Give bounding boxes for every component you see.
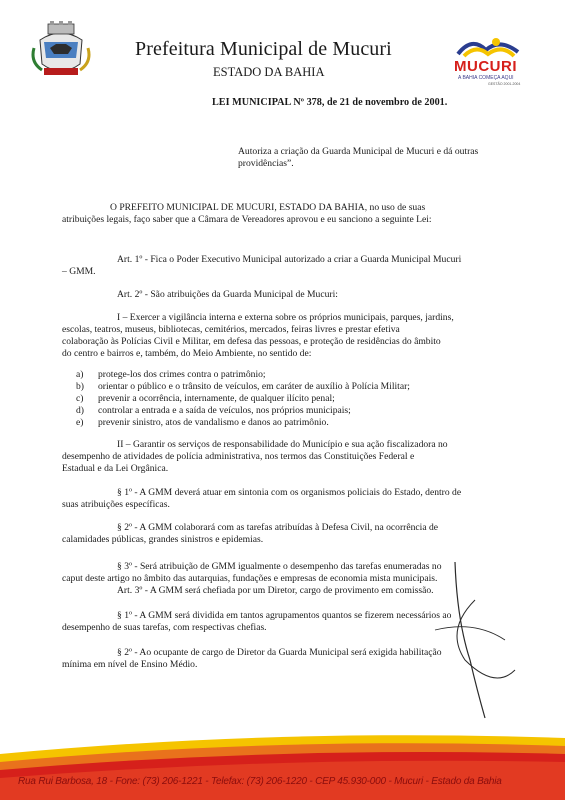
ementa-line: Autoriza a criação da Guarda Municipal de Mucuri e dá outras (238, 146, 479, 157)
art3-par1-line: desempenho de suas tarefas, com respectivas chefias. (62, 622, 267, 633)
alinea-text: prevenir sinistro, atos de vandalismo e danos ao patrimônio. (98, 417, 329, 428)
logo-wordmark: MUCURI (454, 58, 517, 75)
art3-heading: Art. 3º - A GMM será chefiada por um Diretor, cargo de provimento em comissão. (117, 585, 434, 596)
alinea-letter: b) (76, 381, 84, 392)
signature-icon (415, 560, 525, 720)
page-title: Prefeitura Municipal de Mucuri (135, 38, 392, 60)
art1-line: Art. 1º - Fica o Poder Executivo Municipal autorizado a criar a Guarda Municipal Mucuri (117, 254, 462, 265)
par3-line: caput deste artigo no âmbito das autarquias, fundações e empresas de economia mista municipais. (62, 573, 438, 584)
ementa-line: providências”. (238, 158, 294, 169)
alinea-letter: a) (76, 369, 84, 380)
par2-line: calamidades públicas, grandes sinistros e epidemias. (62, 534, 264, 545)
logo-small-text: GESTÃO 2001-2004 (488, 82, 521, 86)
art2-heading: Art. 2º - São atribuições da Guarda Municipal de Mucuri: (117, 289, 338, 300)
alinea-letter: e) (76, 417, 84, 428)
inciso2-line: II – Garantir os serviços de responsabilidade do Município e sua ação fiscalizadora no (117, 439, 448, 450)
art3-par2-line: mínima em nível de Ensino Médio. (62, 659, 198, 670)
footer-decoration (0, 728, 565, 800)
page-subtitle: ESTADO DA BAHIA (213, 65, 325, 79)
inciso1-line: do centro e bairros e, também, do Meio Ambiente, no sentido de: (62, 348, 312, 359)
alinea-text: orientar o público e o trânsito de veículos, em caráter de auxílio à Polícia Militar; (98, 381, 410, 392)
inciso1-line: colaboração às Polícias Civil e Militar, em defesa das pessoas, e proteção de residências do âmbito (62, 336, 441, 347)
par2-line: § 2º - A GMM colaborará com as tarefas atribuídas à Defesa Civil, na ocorrência de (117, 522, 439, 533)
alinea-text: controlar a entrada e a saída de veículos, nos próprios municipais; (98, 405, 351, 416)
par1-line: suas atribuições específicas. (62, 499, 170, 510)
logo-slogan: A BAHIA COMEÇA AQUI (458, 75, 514, 81)
par1-line: § 1º - A GMM deverá atuar em sintonia com os organismos policiais do Estado, dentro de (117, 487, 462, 498)
law-title: LEI MUNICIPAL Nº 378, de 21 de novembro de 2001. (212, 97, 448, 108)
preamble-line: O PREFEITO MUNICIPAL DE MUCURI, ESTADO DA BAHIA, no uso de suas (110, 202, 426, 213)
art3-par1-line: § 1º - A GMM será dividida em tantos agrupamentos quantos se fizerem necessários ao (117, 610, 452, 621)
art1-line: – GMM. (62, 266, 96, 277)
inciso1-line: escolas, teatros, museus, bibliotecas, cemitérios, mercados, feiras livres e prestar efetiva (62, 324, 400, 335)
alinea-text: prevenir a ocorrência, internamente, de qualquer ilícito penal; (98, 393, 335, 404)
municipal-crest-icon (30, 18, 92, 80)
alinea-text: protege-los dos crimes contra o patrimônio; (98, 369, 266, 380)
inciso2-line: Estadual e da Lei Orgânica. (62, 463, 169, 474)
alinea-letter: c) (76, 393, 84, 404)
preamble-line: atribuições legais, faço saber que a Câmara de Vereadores aprovou e eu sanciono a seguinte Lei: (62, 214, 432, 225)
alinea-letter: d) (76, 405, 84, 416)
par3-line: § 3º - Será atribuição de GMM igualmente o desempenho das tarefas enumeradas no (117, 561, 442, 572)
inciso1-line: I – Exercer a vigilância interna e externa sobre os próprios municipais, parques, jardins, (117, 312, 454, 323)
inciso2-line: desempenho de atividades de polícia administrativa, nos termos das Constituições Federal e (62, 451, 415, 462)
footer-address: Rua Rui Barbosa, 18 - Fone: (73) 206-1221 - Telefax: (73) 206-1220 - CEP 45.930-000 - Mucuri - Estado da Bahia (18, 776, 502, 787)
art3-par2-line: § 2º - Ao ocupante de cargo de Diretor da Guarda Municipal será exigida habilitação (117, 647, 442, 658)
